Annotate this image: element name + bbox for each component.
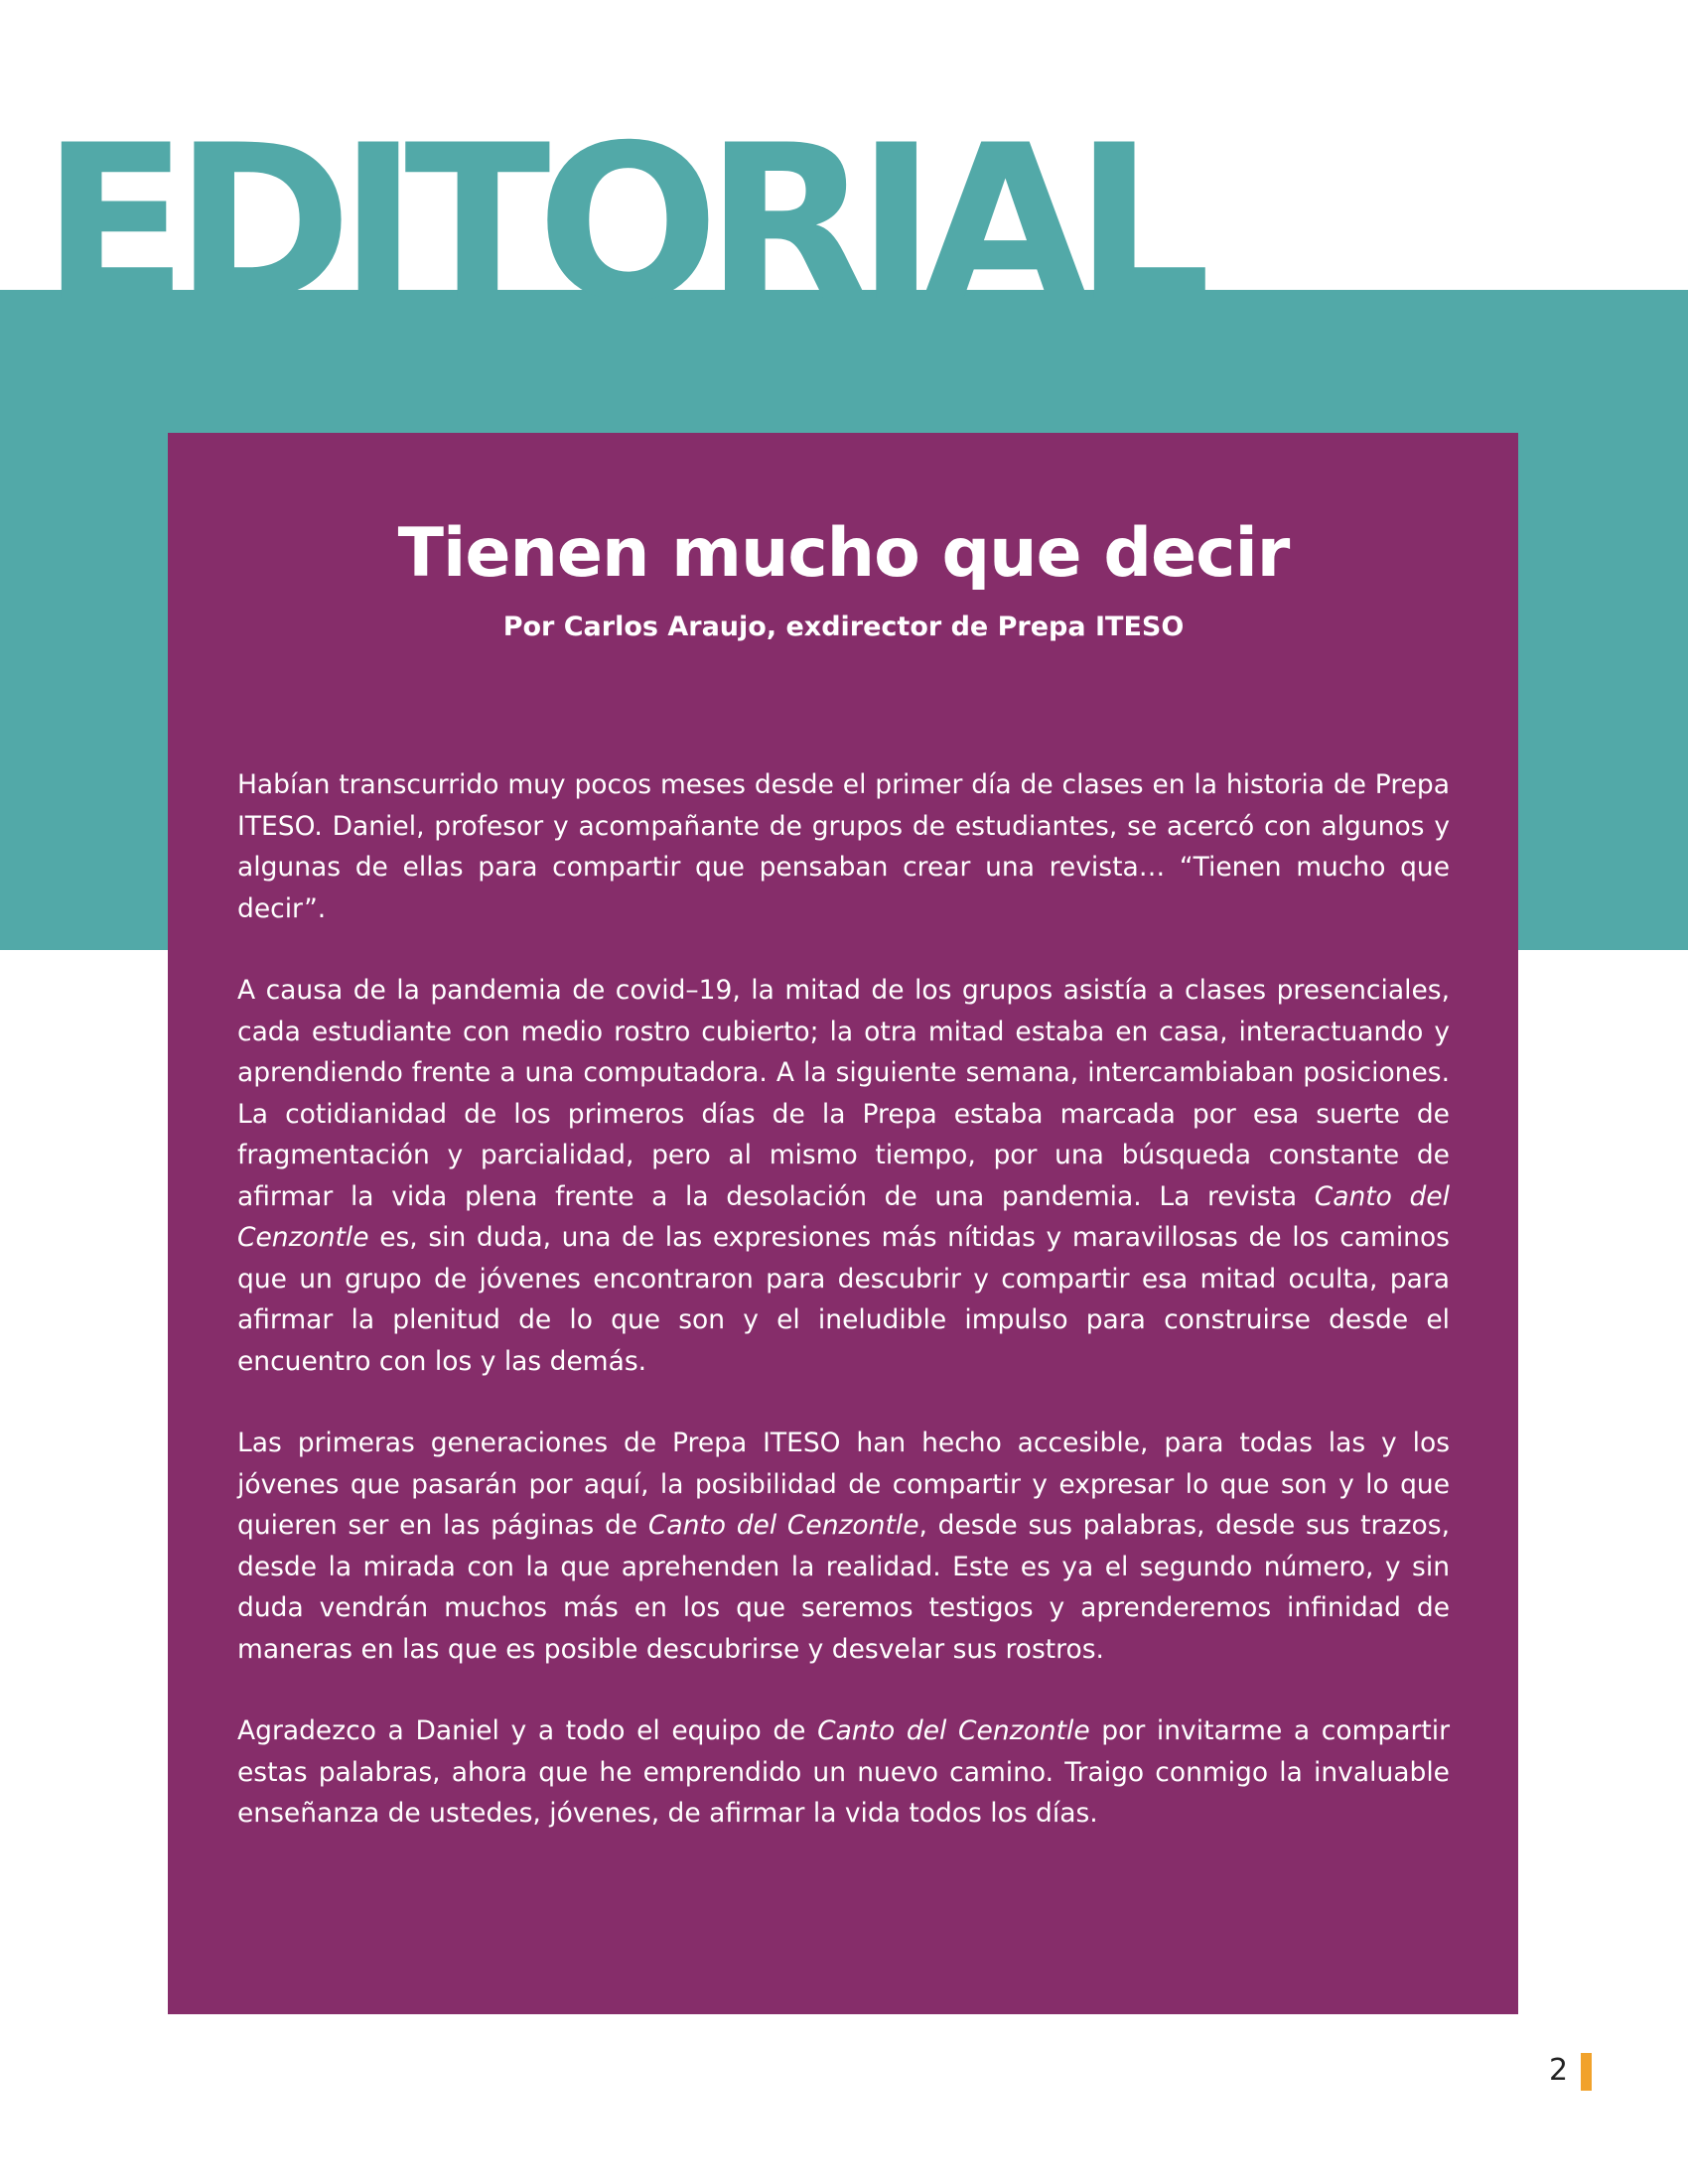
article-title: Tienen mucho que decir bbox=[397, 514, 1290, 593]
paragraph-1 bbox=[237, 764, 1450, 929]
paragraph-3 bbox=[237, 1423, 1450, 1670]
page-marker-bar bbox=[1581, 2053, 1592, 2091]
paragraph-text: Habían transcurrido muy pocos meses desde el primer día de clases en la historia de Prepa ITESO. Daniel, profesor y acompañante de grupos de estudiantes, se acercó con algunos y algunas de ellas para compartir que pensaban crear una revista… “Tienen mucho que decir”. bbox=[237, 769, 1450, 924]
magazine-name: Canto del Cenzontle bbox=[237, 1180, 1450, 1253]
magazine-name: Canto del Cenzontle bbox=[647, 1510, 919, 1541]
paragraph-text: por invitarme a compartir estas palabras, ahora que he emprendido un nuevo camino. Traigo conmigo la invaluable enseñanza de ustedes, jóvenes, de afirmar la vida todos los días. bbox=[237, 1715, 1450, 1829]
magazine-name: Canto del Cenzontle bbox=[817, 1715, 1090, 1746]
article-body bbox=[237, 764, 1450, 1835]
paragraph-text: A causa de la pandemia de covid–19, la mitad de los grupos asistía a clases presenciales, cada estudiante con medio rostro cubierto; la otra mitad estaba en casa, interactuando y aprendiendo frente a una computadora. A la siguiente semana, intercambiaban posiciones. La cotidianidad de los primeros días de la Prepa estaba marcada por esa suerte de fragmentación y parcialidad, pero al mismo tiempo, por una búsqueda constante de afirmar la vida plena frente a la desolación de una pandemia. La revista bbox=[237, 975, 1450, 1212]
paragraph-text: Agradezco a Daniel y a todo el equipo de bbox=[237, 1715, 818, 1746]
paragraph-text: , desde sus palabras, desde sus trazos, desde la mirada con la que aprehenden la realidad. Este es ya el segundo número, y sin duda vendrán muchos más en los que seremos testigos y aprenderemos infinidad de maneras en las que es posible descubrirse y desvelar sus rostros. bbox=[237, 1510, 1450, 1665]
paragraph-4 bbox=[237, 1710, 1450, 1835]
section-heading: EDITORIAL bbox=[42, 99, 1197, 348]
editorial-panel bbox=[168, 433, 1518, 2014]
paragraph-text: es, sin duda, una de las expresiones más nítidas y maravillosas de los caminos que un grupo de jóvenes encontraron para descubrir y compartir esa mitad oculta, para afirmar la plenitud de lo que son y el ineludible impulso para construirse desde el encuentro con los y las demás. bbox=[237, 1222, 1450, 1377]
article-byline: Por Carlos Araujo, exdirector de Prepa ITESO bbox=[502, 612, 1185, 642]
page-number: 2 bbox=[1549, 2053, 1569, 2088]
paragraph-text: Las primeras generaciones de Prepa ITESO han hecho accesible, para todas las y los jóvenes que pasarán por aquí, la posibilidad de compartir y expresar lo que son y lo que quieren ser en las páginas de bbox=[237, 1428, 1450, 1541]
paragraph-2 bbox=[237, 970, 1450, 1382]
